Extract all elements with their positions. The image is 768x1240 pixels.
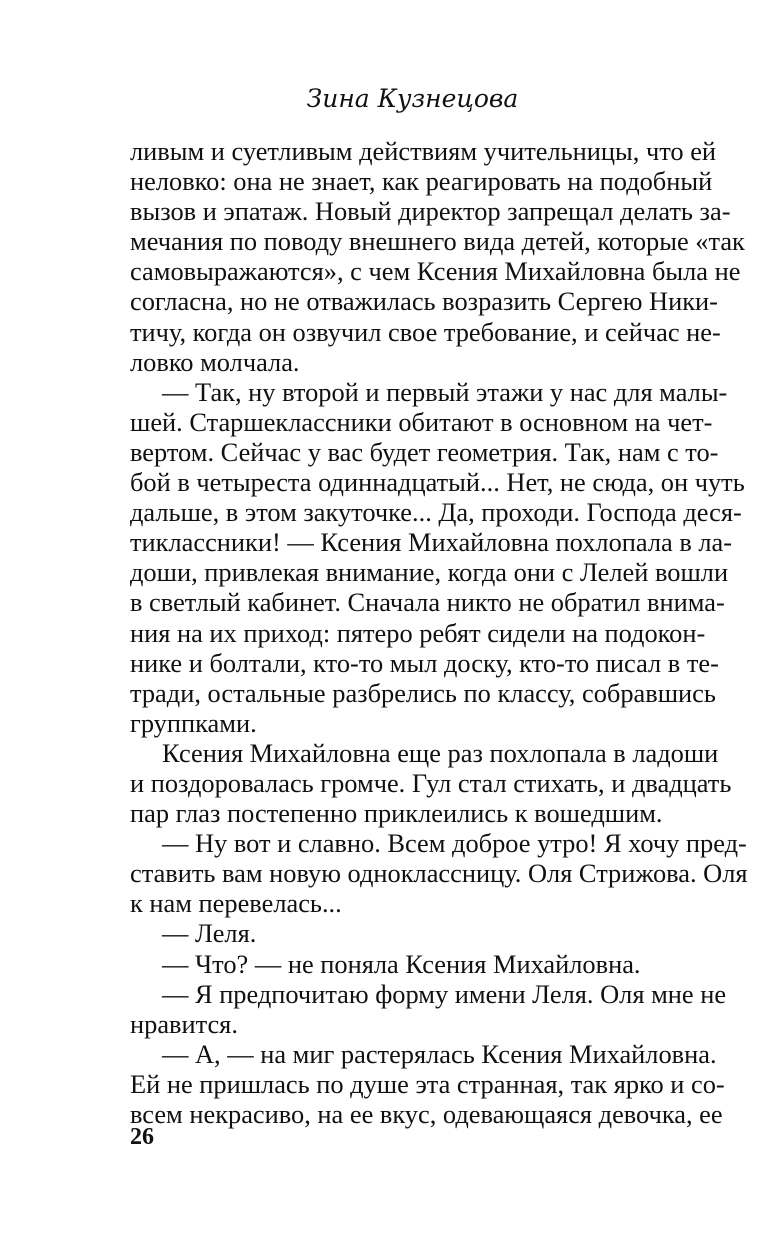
text-line: ния на их приход: пятеро ребят сидели на подокон- <box>130 617 706 648</box>
text-line: нравится. <box>130 1008 238 1039</box>
text-line: тиклассники! — Ксения Михайловна похлопала в ла- <box>130 527 733 558</box>
text-line: — Ну вот и славно. Всем доброе утро! Я хочу пред- <box>162 828 747 859</box>
text-line: пар глаз постепенно приклеились к вошедшим. <box>130 798 663 829</box>
text-line: нике и болтали, кто-то мыл доску, кто-то писал в те- <box>130 647 719 678</box>
text-line: шей. Старшеклассники обитают в основном на чет- <box>130 406 713 437</box>
text-line: доши, привлекая внимание, когда они с Лелей вошли <box>130 557 729 588</box>
text-line: в светлый кабинет. Сначала никто не обратил внима- <box>130 587 725 618</box>
text-line: — Леля. <box>162 918 257 949</box>
text-line: группками. <box>130 707 257 738</box>
text-line: вертом. Сейчас у вас будет геометрия. Так, нам с то- <box>130 436 719 467</box>
text-line: мечания по поводу внешнего вида детей, которые «так <box>130 226 745 257</box>
text-line: — Я предпочитаю форму имени Леля. Оля мне не <box>162 978 727 1009</box>
text-line: тичу, когда он озвучил свое требование, и сейчас не- <box>130 316 721 347</box>
text-line: тради, остальные разбрелись по классу, собравшись <box>130 677 716 708</box>
text-line: неловко: она не знает, как реагировать на подобный <box>130 166 713 197</box>
text-line: — Так, ну второй и первый этажи у нас для малы- <box>162 376 728 407</box>
text-line: дальше, в этом закуточке... Да, проходи. Господа деся- <box>130 497 742 528</box>
text-line: Ксения Михайловна еще раз похлопала в ладоши <box>162 737 719 768</box>
text-line: самовыражаются», с чем Ксения Михайловна была не <box>130 256 741 287</box>
text-line: вызов и эпатаж. Новый директор запрещал делать за- <box>130 196 731 227</box>
text-line: ловко молчала. <box>130 346 300 377</box>
text-line: всем некрасиво, на ее вкус, одевающаяся девочка, ее <box>130 1099 723 1129</box>
text-line: согласна, но не отважилась возразить Сергею Ники- <box>130 286 718 317</box>
text-line: и поздоровалась громче. Гул стал стихать, и двадцать <box>130 767 732 798</box>
text-line: к нам перевелась... <box>130 888 342 919</box>
running-head-author: Зина Кузнецова <box>306 84 519 113</box>
text-line: — Что? — не поняла Ксения Михайловна. <box>162 948 641 979</box>
text-line: ливым и суетливым действиям учительницы, что ей <box>130 136 717 166</box>
text-line: ставить вам новую одноклассницу. Оля Стрижова. Оля <box>130 858 748 889</box>
body-text <box>130 136 748 1129</box>
text-line: Ей не пришлась по душе эта странная, так ярко и со- <box>130 1068 725 1099</box>
page-number: 26 <box>130 1124 154 1150</box>
text-line: бой в четыреста одиннадцатый... Нет, не сюда, он чуть <box>130 467 745 498</box>
text-line: — А, — на миг растерялась Ксения Михайловна. <box>162 1038 717 1069</box>
